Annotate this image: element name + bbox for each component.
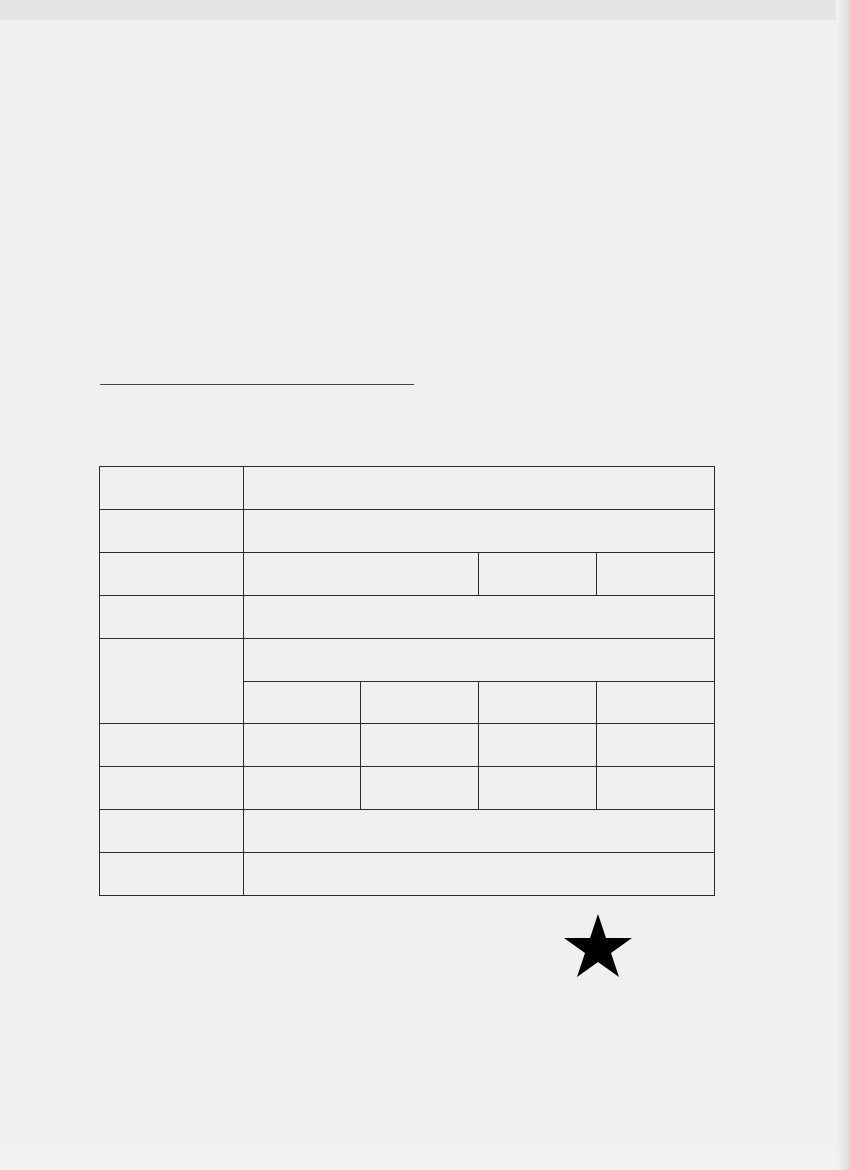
cert-value bbox=[244, 553, 479, 596]
account-label bbox=[100, 853, 244, 896]
row-survey bbox=[100, 596, 715, 639]
location-value bbox=[244, 510, 715, 553]
col-office bbox=[479, 682, 597, 724]
of-which-label bbox=[244, 639, 715, 682]
units-other bbox=[597, 767, 715, 810]
row-area bbox=[100, 724, 715, 767]
col-commercial bbox=[361, 682, 479, 724]
row-presale-header bbox=[100, 639, 715, 682]
land-use-value bbox=[597, 553, 715, 596]
units-office bbox=[479, 767, 597, 810]
ornamental-border-left bbox=[32, 62, 74, 1068]
area-label bbox=[100, 724, 244, 767]
col-other bbox=[597, 682, 715, 724]
location-label bbox=[100, 510, 244, 553]
units-residential bbox=[244, 767, 361, 810]
row-units bbox=[100, 767, 715, 810]
bank-label bbox=[100, 810, 244, 853]
ornamental-border-right bbox=[796, 108, 836, 1016]
company-underline bbox=[100, 384, 414, 385]
area-office bbox=[479, 724, 597, 767]
survey-value bbox=[244, 596, 715, 639]
row-certificate bbox=[100, 553, 715, 596]
presale-info-table bbox=[99, 466, 715, 896]
land-use-label bbox=[479, 553, 597, 596]
area-residential bbox=[244, 724, 361, 767]
presale-label bbox=[100, 639, 244, 724]
ornamental-border-top bbox=[32, 62, 836, 108]
cert-label bbox=[100, 553, 244, 596]
units-commercial bbox=[361, 767, 479, 810]
seal-star-icon bbox=[564, 914, 632, 977]
scan-edge-top bbox=[0, 0, 850, 20]
row-location bbox=[100, 510, 715, 553]
project-value bbox=[244, 467, 715, 510]
row-project bbox=[100, 467, 715, 510]
project-label bbox=[100, 467, 244, 510]
ornamental-border-bottom bbox=[32, 1016, 836, 1068]
bank-value bbox=[244, 810, 715, 853]
scan-edge-right bbox=[836, 0, 850, 1170]
col-residential bbox=[244, 682, 361, 724]
area-other bbox=[597, 724, 715, 767]
row-bank bbox=[100, 810, 715, 853]
units-label bbox=[100, 767, 244, 810]
area-commercial bbox=[361, 724, 479, 767]
survey-label bbox=[100, 596, 244, 639]
official-seal-stamp bbox=[508, 858, 688, 1038]
